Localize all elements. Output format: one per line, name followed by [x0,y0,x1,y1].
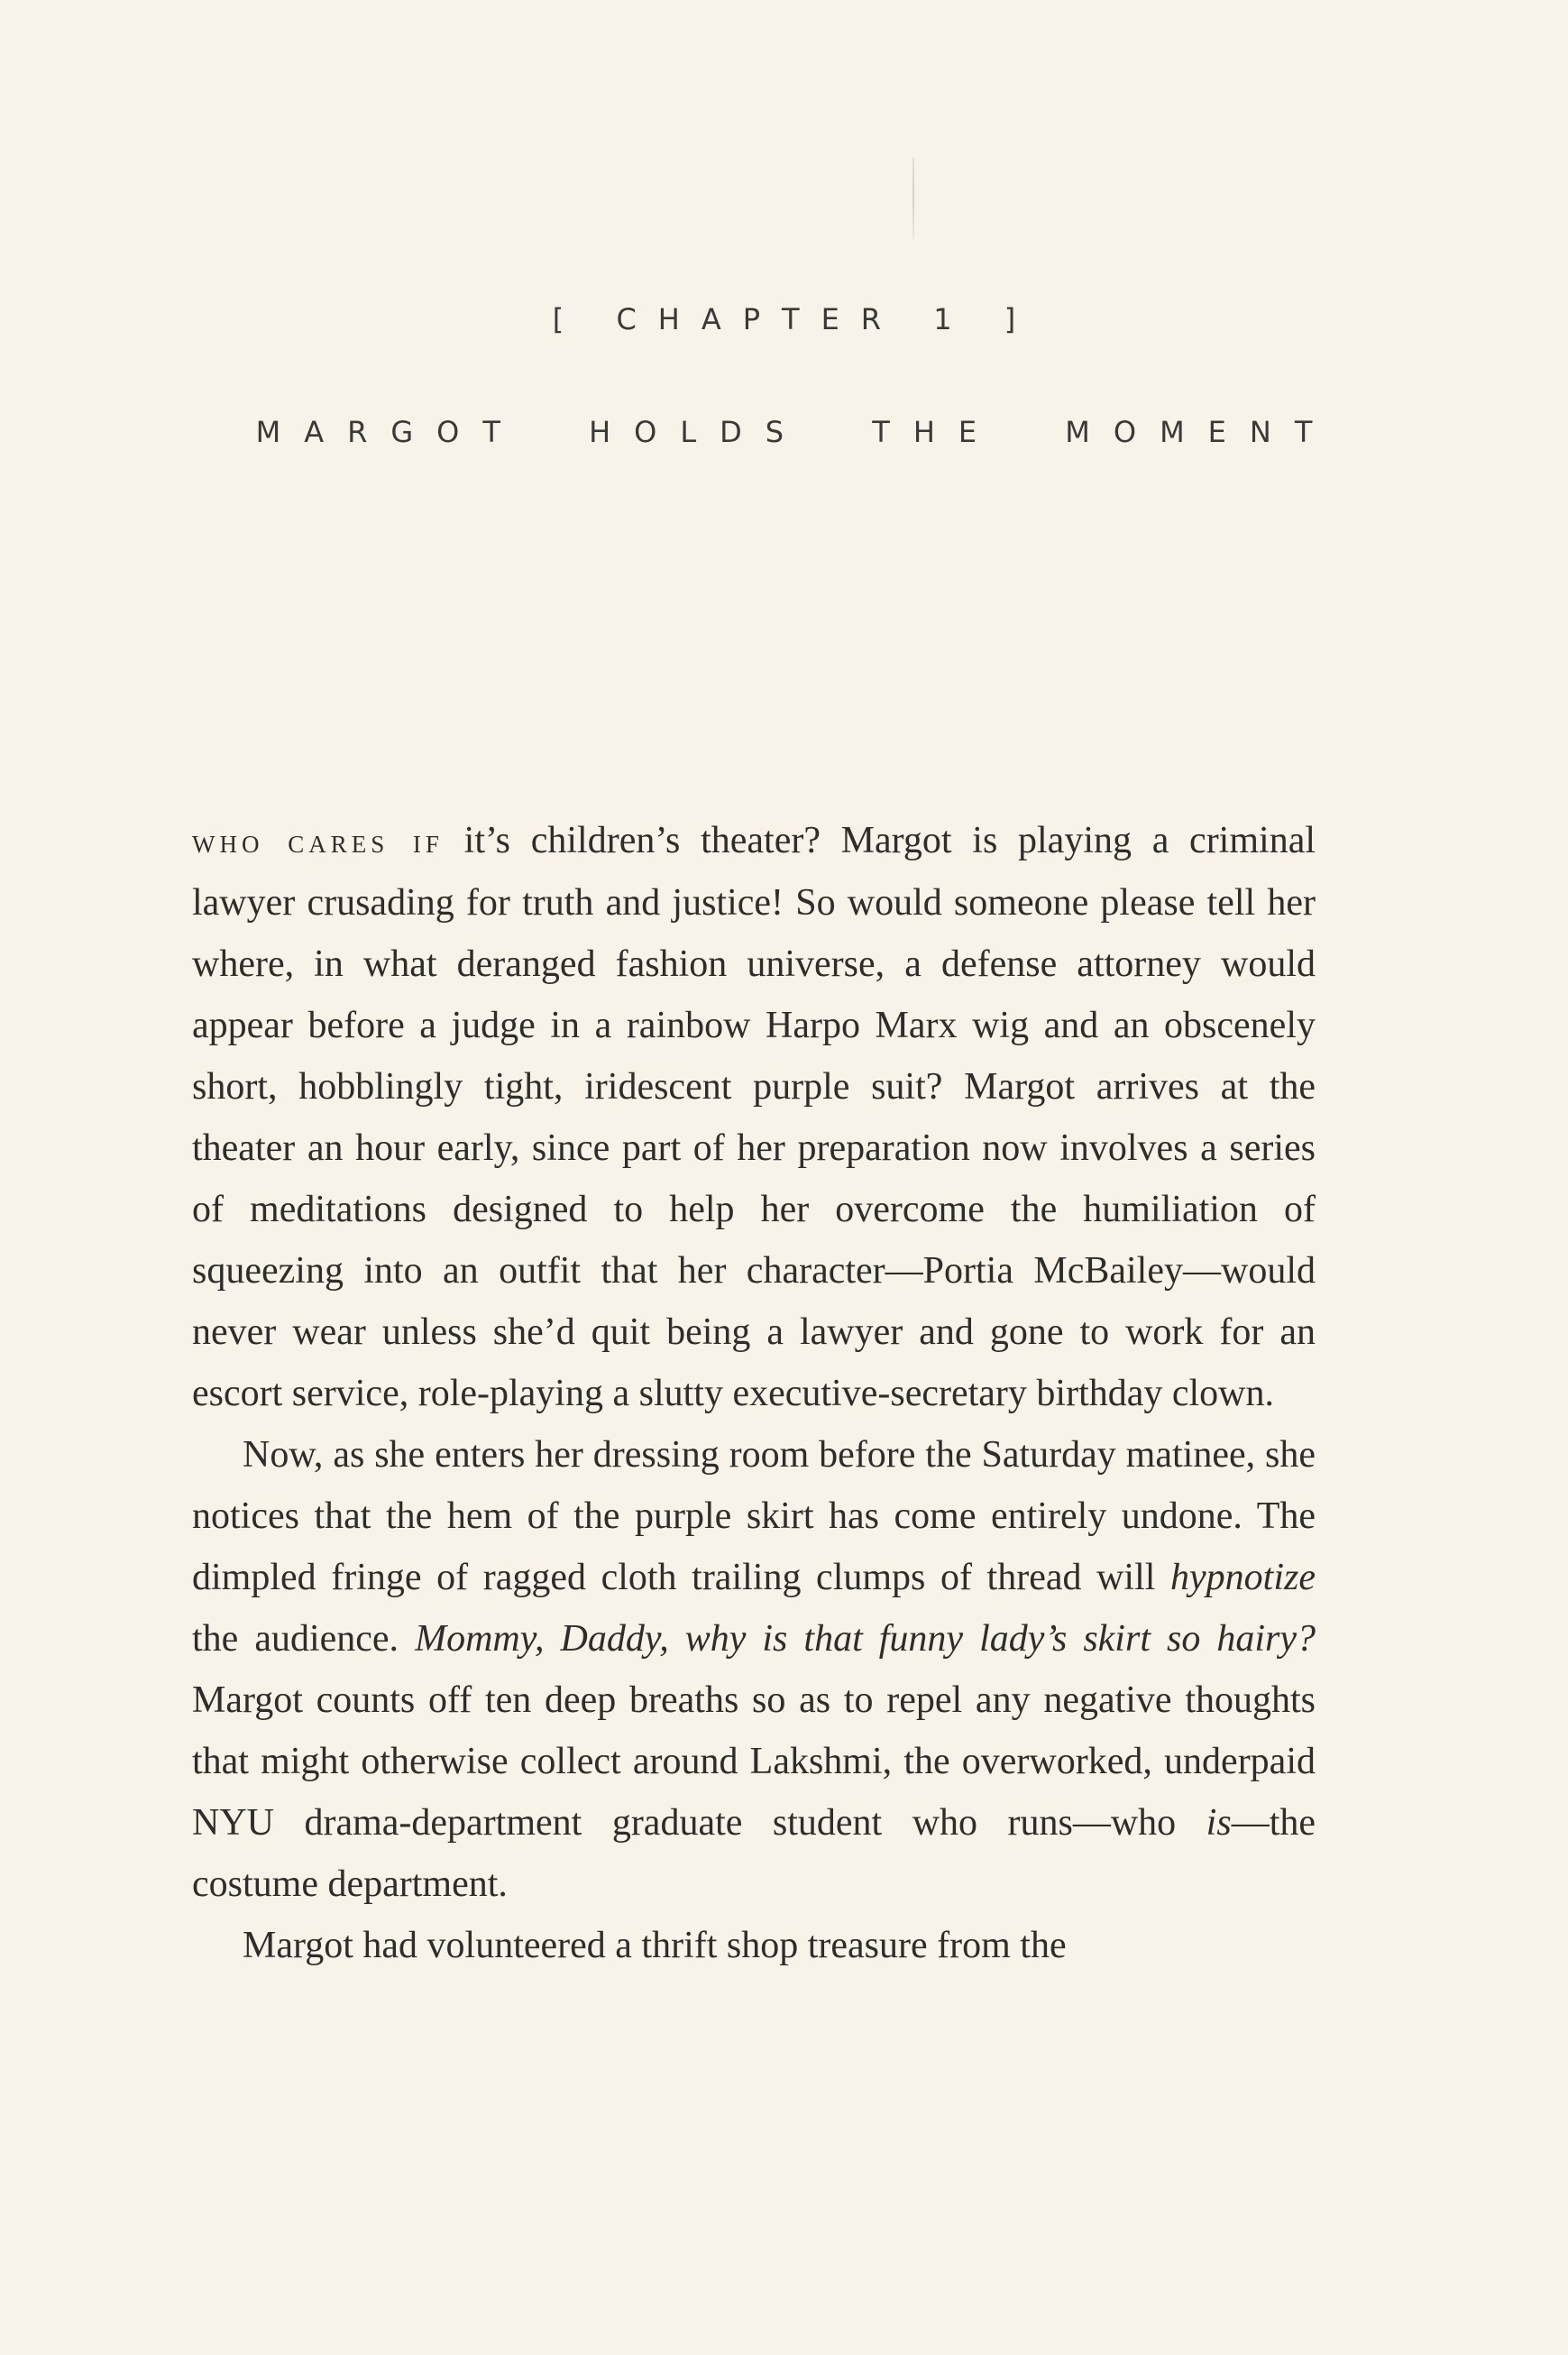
paragraph-text: Now, as she enters her dressing room before the Saturday matinee, she notices that the hem of the purple skirt has come entirely undone. The dimpled fringe of ragged cloth trailing clumps of thread will [192,1434,1316,1598]
paragraph-1 [192,810,1316,1424]
paragraph-text: Margot counts off ten deep breaths so as to repel any negative thoughts that might otherwise collect around Lakshmi, the overworked, underpaid NYU drama-department graduate student who runs—who [192,1679,1316,1844]
paragraph-text: —the costume department. [192,1802,1316,1905]
paragraph-2 [192,1424,1316,1915]
italic-text: is [1206,1802,1232,1844]
italic-text: hypnotize [1170,1557,1316,1598]
paragraph-text: Margot had volunteered a thrift shop treasure from the [243,1925,1067,1966]
paragraph-text: the audience. [192,1618,416,1660]
lead-in-small-caps: who cares if [192,823,444,860]
chapter-title: MARGOT HOLDS THE MOMENT [255,415,1336,449]
chapter-label: [ CHAPTER 1 ] [552,302,1038,336]
scan-mark [912,158,914,239]
body-text [192,810,1316,1976]
paragraph-text: it’s children’s theater? Margot is playing a criminal lawyer crusading for truth and justice! So would someone please tell her where, in what deranged fashion universe, a defense attorney would appear before a judge in a rainbow Harpo Marx wig and an obscenely short, hobblingly tight, iridescent purple suit? Margot arrives at the theater an hour early, since part of her preparation now involves a series of meditations designed to help her overcome the humiliation of squeezing into an outfit that her character—Portia McBailey—would never wear unless she’d quit being a lawyer and gone to work for an escort service, role-playing a slutty executive-secretary birthday clown. [192,820,1316,1414]
paragraph-3 [192,1915,1316,1976]
italic-text: Mommy, Daddy, why is that funny lady’s skirt so hairy? [415,1618,1316,1660]
